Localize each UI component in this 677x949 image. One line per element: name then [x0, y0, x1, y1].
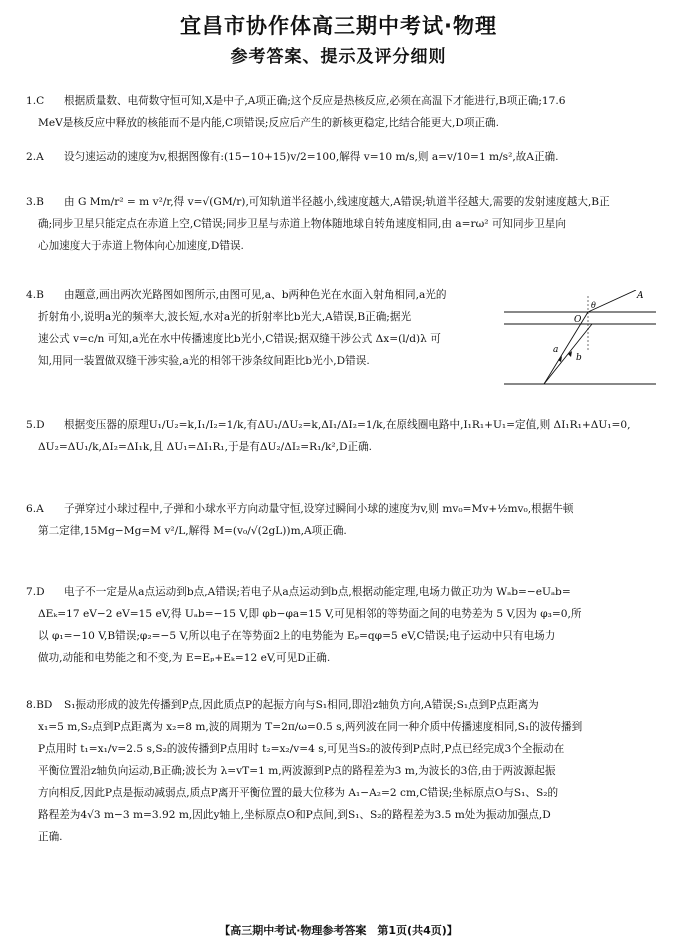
answer-text: ΔEₖ=17 eV−2 eV=15 eV,得 Uₐb=−15 V,即 φb−φa=15 V,可见相邻的等势面之间的电势差为 5 V,因为 φ₃=0,所: [38, 608, 582, 620]
answer-item: [26, 414, 654, 458]
answer-line: [26, 782, 654, 804]
answer-text: 平衡位置沿z轴负向运动,B正确;波长为 λ=vT=1 m,两波源到P点的路程差为3 m,为波长的3倍,由于两波源起振: [38, 765, 556, 777]
answer-text: 正确.: [38, 831, 63, 843]
page-footer: 【高三期中考试·物理参考答案 第1页(共4页)】: [219, 924, 458, 937]
answer-text: P点用时 t₁=x₁/v=2.5 s,S₂的波传播到P点用时 t₂=x₂/v=4 s,可见当S₂的波传到P点时,P点已经完成3个全振动在: [38, 743, 565, 755]
answer-text: MeV是核反应中释放的核能而不是内能,C项错误;反应后产生的新核更稳定,比结合能更大,D项正确.: [38, 117, 499, 129]
answer-number: 6.A: [26, 503, 44, 515]
page-subtitle: 参考答案、提示及评分细则: [230, 47, 447, 67]
answer-text: 折射角小,说明a光的频率大,波长短,水对a光的折射率比b光大,A错误,B正确;据光: [38, 311, 412, 323]
answer-line: [26, 647, 654, 669]
answer-text: 根据质量数、电荷数守恒可知,X是中子,A项正确;这个反应是热核反应,必须在高温下才能进行,B项正确;17.6: [64, 95, 566, 107]
answer-text: 第二定律,15Mg−Mg=M v²/L,解得 M=(v₀/√(2gL))m,A项正确.: [38, 525, 347, 537]
answer-line: [26, 350, 504, 372]
answer-line: [26, 328, 504, 350]
answer-item: [26, 191, 654, 257]
answer-line: [26, 284, 504, 306]
answer-line: [26, 414, 654, 436]
answer-line: [26, 520, 654, 542]
answer-text: S₁振动形成的波先传播到P点,因此质点P的起振方向与S₁相同,即沿z轴负方向,A错误;S₁点到P点距离为: [64, 699, 539, 711]
answer-line: [26, 826, 654, 848]
answer-text: 以 φ₁=−10 V,B错误;φ₂=−5 V,所以电子在等势面2上的电势能为 Eₚ=qφ=5 eV,C错误;电子运动中只有电场力: [38, 630, 556, 642]
answer-number: 8.BD: [26, 699, 53, 711]
refraction-diagram: [504, 290, 656, 390]
label-a: a: [553, 345, 559, 355]
answer-line: [26, 213, 654, 235]
answer-line: [26, 738, 654, 760]
answer-item: [26, 146, 654, 168]
answer-number: 1.C: [26, 95, 45, 107]
answer-item: [26, 284, 504, 372]
label-theta: θ: [591, 301, 596, 310]
page-title: 宜昌市协作体高三期中考试·物理: [180, 14, 497, 38]
answer-line: [26, 498, 654, 520]
answer-line: [26, 191, 654, 213]
answer-number: 2.A: [26, 151, 44, 163]
arrow-a: [558, 356, 562, 362]
answer-line: [26, 235, 654, 257]
answer-item: [26, 694, 654, 848]
answer-text: 电子不一定是从a点运动到b点,A错误;若电子从a点运动到b点,根据动能定理,电场力做正功为 Wₐb=−eUₐb=: [64, 586, 571, 598]
answer-line: [26, 694, 654, 716]
answer-text: 由 G Mm/r² = m v²/r,得 v=√(GM/r),可知轨道半径越小,线速度越大,A错误;轨道半径越大,需要的发射速度越大,B正: [64, 196, 610, 208]
answer-item: [26, 498, 654, 542]
answer-line: [26, 436, 654, 458]
answer-line: [26, 603, 654, 625]
label-O: O: [574, 315, 582, 325]
answer-text: 由题意,画出两次光路图如图所示,由图可见,a、b两种色光在水面入射角相同,a光的: [64, 289, 447, 301]
label-A: A: [637, 291, 644, 301]
label-b: b: [576, 353, 582, 363]
answer-text: 方向相反,因此P点是振动减弱点,质点P离开平衡位置的最大位移为 A₁−A₂=2 cm,C错误;坐标原点O与S₁、S₂的: [38, 787, 559, 799]
answer-text: 路程差为4√3 m−3 m=3.92 m,因此y轴上,坐标原点O和P点间,到S₁、S₂的路程差为3.5 m处为振动加强点,D: [38, 809, 551, 821]
answer-number: 5.D: [26, 419, 45, 431]
answer-number: 3.B: [26, 196, 44, 208]
answer-number: 4.B: [26, 289, 44, 301]
answer-text: 速公式 v=c/n 可知,a光在水中传播速度比b光小,C错误;据双缝干涉公式 Δx=(l/d)λ 可: [38, 333, 441, 345]
answer-text: 确;同步卫星只能定点在赤道上空,C错误;同步卫星与赤道上物体随地球自转角速度相同,由 a=rω² 可知同步卫星向: [38, 218, 566, 230]
answer-text: 心加速度大于赤道上物体向心加速度,D错误.: [38, 240, 244, 252]
answer-text: 子弹穿过小球过程中,子弹和小球水平方向动量守恒,设穿过瞬间小球的速度为v,则 mv₀=Mv+½mv₀,根据牛顿: [64, 503, 574, 515]
answer-line: [26, 760, 654, 782]
answer-line: [26, 112, 654, 134]
answer-text: 做功,动能和电势能之和不变,为 E=Eₚ+Eₖ=12 eV,可见D正确.: [38, 652, 331, 664]
answer-line: [26, 581, 654, 603]
answer-line: [26, 306, 504, 328]
ray-a: [544, 312, 588, 384]
answer-number: 7.D: [26, 586, 45, 598]
answer-text: 知,用同一装置做双缝干涉实验,a光的相邻干涉条纹间距比b光小,D错误.: [38, 355, 370, 367]
answer-line: [26, 804, 654, 826]
answer-item: [26, 581, 654, 669]
answer-text: x₁=5 m,S₂点到P点距离为 x₂=8 m,波的周期为 T=2π/ω=0.5 s,两列波在同一种介质中传播速度相同,S₁的波传播到: [38, 721, 583, 733]
answer-text: ΔU₂=ΔU₁/k,ΔI₂=ΔI₁k,且 ΔU₁=ΔI₁R₁,于是有ΔU₂/ΔI₂=R₁/k²,D正确.: [38, 441, 373, 453]
answer-line: [26, 90, 654, 112]
answer-item: [26, 90, 654, 134]
answer-line: [26, 625, 654, 647]
answer-text: 根据变压器的原理U₁/U₂=k,I₁/I₂=1/k,有ΔU₁/ΔU₂=k,ΔI₁/ΔI₂=1/k,在原线圈电路中,I₁R₁+U₁=定值,则 ΔI₁R₁+ΔU₁=0,: [64, 419, 631, 431]
answer-line: [26, 146, 654, 168]
answer-text: 设匀速运动的速度为v,根据图像有:(15−10+15)v/2=100,解得 v=10 m/s,则 a=v/10=1 m/s²,故A正确.: [64, 151, 559, 163]
answer-line: [26, 716, 654, 738]
